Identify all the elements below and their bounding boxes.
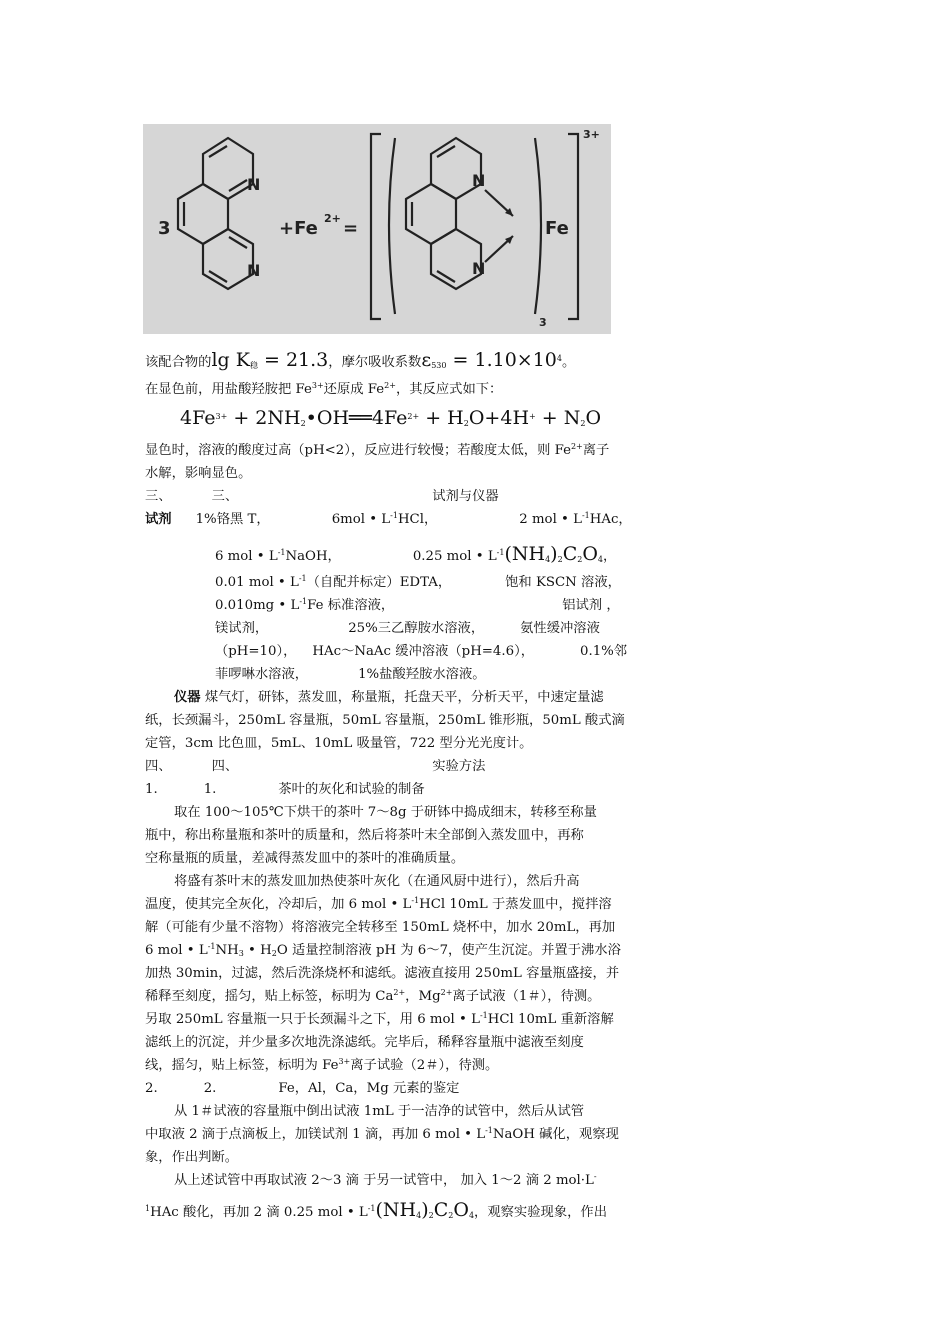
ashing-para1-line2: 瓶中，称出称量瓶和茶叶的质量和，然后将茶叶末全部倒入蒸发皿中，再称 — [145, 828, 584, 843]
instruments-line-3: 定管，3cm 比色皿，5mL、10mL 吸量管，722 型分光光度计。 — [145, 736, 533, 751]
reagents-line-1: 试剂 1%铬黑 T， 6mol • $L^{-1}HCl$， 2 mol • $L^{-1}HAc$， — [145, 511, 632, 527]
outer-bracket-right — [568, 134, 578, 319]
complex-n-top: N — [472, 171, 486, 190]
ligand-ring-top — [203, 138, 253, 199]
ligand-n-top: N — [247, 175, 261, 194]
ligand-coefficient: 3 — [158, 218, 171, 239]
outer-bracket-left — [371, 134, 381, 319]
reagents-line-4: 0.010mg • $L^{-1}Fe$ 标准溶液， 铝试剂 ， — [215, 597, 620, 613]
fe2-charge: 2+ — [324, 212, 341, 225]
ashing-para2-line3: 解（可能有少量不溶物）将溶液完全转移至 150mL 烧杯中，加水 20mL，再加 — [145, 920, 616, 935]
reagents-line-6: （pH=10）， HAc～NaAc 缓冲溶液（pH=4.6）， 0.1%邻 — [215, 644, 628, 659]
identification-para2-line2: $^1$HAc 酸化，再加 2 滴 0.25 mol • $L^{-1}(NH_4)_2C_2O_4$，观察实验现象，作出 — [145, 1199, 608, 1221]
ashing-para2-line8: 滤纸上的沉淀，并少量多次地洗涤滤纸。完毕后，稀释容量瓶中滤液至刻度 — [145, 1035, 584, 1050]
complex-charge: 3+ — [583, 128, 600, 141]
reduction-text: 在显色前，用盐酸羟胺把 $Fe^{3+}$还原成 $Fe^{2+}$，其反应式如下： — [145, 381, 503, 397]
ashing-para2-line2: 温度，使其完全灰化，冷却后，加 6 mol • $L^{-1}HCl$ 10mL 于蒸发皿中，搅拌溶 — [145, 896, 612, 912]
ashing-para2-line6: 稀释至刻度，摇匀，贴上标签，标明为 $Ca^{2+}$，$Mg^{2+}$离子试液（1＃），待测。 — [145, 988, 601, 1004]
ashing-para2-line4: 6 mol • $L^{-1}NH_3$ • $H_2O$ 适量控制溶液 pH 为 6～7，使产生沉淀。并置于沸水浴 — [145, 942, 621, 958]
ligand-n-bottom: N — [247, 261, 261, 280]
section-3-heading: 三、 三、 试剂与仪器 — [145, 489, 499, 504]
reagents-line-5: 镁试剂， 25%三乙醇胺水溶液， 氨性缓冲溶液 — [215, 621, 600, 636]
lgk-formula: $\lg K_稳 = 21.3$ — [211, 349, 329, 371]
subsection-1-heading: 1. 1. 茶叶的灰化和试验的制备 — [145, 782, 425, 797]
ashing-para2-line1: 将盛有茶叶末的蒸发皿加热使茶叶灰化（在通风厨中进行），然后升高 — [174, 874, 580, 889]
section-4-heading: 四、 四、 实验方法 — [145, 759, 486, 774]
ashing-para2-line9: 线，摇匀，贴上标签，标明为 $Fe^{3+}$离子试验（2＃），待测。 — [145, 1057, 499, 1073]
reagents-line-7: 菲啰啉水溶液， 1%盐酸羟胺水溶液。 — [215, 667, 486, 682]
ashing-para1-line3: 空称量瓶的质量，差减得蒸发皿中的茶叶的准确质量。 — [145, 851, 465, 866]
identification-para2-line1: 从上述试管中再取试液 2～3 滴 于另一试管中， 加入 1～2 滴 2 mol·L- — [174, 1172, 597, 1188]
stability-constant-line: 该配合物的$\lg K_稳 = 21.3$，摩尔吸收系数$\varepsilon_{530} = 1.10\times 10^4$。 — [145, 349, 576, 371]
ligand-ring-bottom — [203, 229, 253, 289]
instruments-line-1: 仪器 煤气灯，研钵，蒸发皿，称量瓶，托盘天平，分析天平，中速定量滤 — [174, 690, 604, 705]
ashing-para2-line5: 加热 30min，过滤，然后洗涤烧杯和滤纸。滤液直接用 250mL 容量瓶盛接，并 — [145, 966, 620, 981]
reagents-line-3: 0.01 mol • $L^{-1}$（自配并标定）EDTA， 饱和 KSCN 溶液， — [215, 574, 621, 590]
subsection-2-heading: 2. 2. Fe，Al，Ca，Mg 元素的鉴定 — [145, 1081, 460, 1096]
identification-para1-line1: 从 1＃试液的容量瓶中倒出试液 1mL 于一洁净的试管中，然后从试管 — [174, 1104, 585, 1119]
reagents-line-2: 6 mol • $L^{-1}NaOH$， 0.25 mol • $L^{-1}(NH_4)_2C_2O_4$， — [215, 543, 617, 565]
reagents-label: 试剂 — [145, 512, 172, 527]
inner-bracket-left — [389, 138, 395, 314]
identification-para1-line3: 象，作出判断。 — [145, 1150, 239, 1165]
ammonium-oxalate-formula-2: $(NH_4)_2C_2O_4$ — [375, 1199, 475, 1221]
complex-n-bottom: N — [472, 259, 486, 278]
reduction-equation: $4Fe^{3+}$ + $2NH_2•OH══4Fe^{2+} + H_2O+4H^+ + N_2O$ — [180, 407, 602, 429]
ashing-para1-line1: 取在 100～105℃下烘干的茶叶 7～8g 于研钵中捣成细末，转移至称量 — [174, 805, 597, 820]
ammonium-oxalate-formula: $(NH_4)_2C_2O_4$ — [504, 543, 603, 565]
acidity-text: 显色时，溶液的酸度过高（pH<2），反应进行较慢；若酸度太低，则 $Fe^{2+}$离子 — [145, 442, 610, 458]
ligand-count-subscript: 3 — [539, 316, 547, 329]
ligand-ring-middle — [178, 184, 228, 244]
fe-metal-center: Fe — [545, 218, 569, 239]
acidity-text-cont: 水解，影响显色。 — [145, 466, 252, 481]
complex-ring-middle — [406, 184, 456, 244]
instruments-line-2: 纸，长颈漏斗，250mL 容量瓶，50mL 容量瓶，250mL 锥形瓶，50mL 酸式滴 — [145, 713, 625, 728]
fe2-reactant: +Fe — [279, 218, 318, 239]
reaction-figure — [143, 124, 611, 334]
identification-para1-line2: 中取液 2 滴于点滴板上，加镁试剂 1 滴，再加 6 mol • $L^{-1}NaOH$ 碱化，观察现 — [145, 1126, 619, 1142]
epsilon-formula: $\varepsilon_{530} = 1.10\times 10^4$ — [421, 349, 562, 371]
phenanthroline-reaction-diagram — [143, 124, 611, 334]
instruments-label: 仪器 — [174, 690, 201, 705]
ashing-para2-line7: 另取 250mL 容量瓶一只于长颈漏斗之下，用 6 mol • $L^{-1}HCl$ 10mL 重新溶解 — [145, 1011, 614, 1027]
equals-sign: = — [343, 218, 359, 239]
inner-bracket-right — [535, 138, 541, 314]
